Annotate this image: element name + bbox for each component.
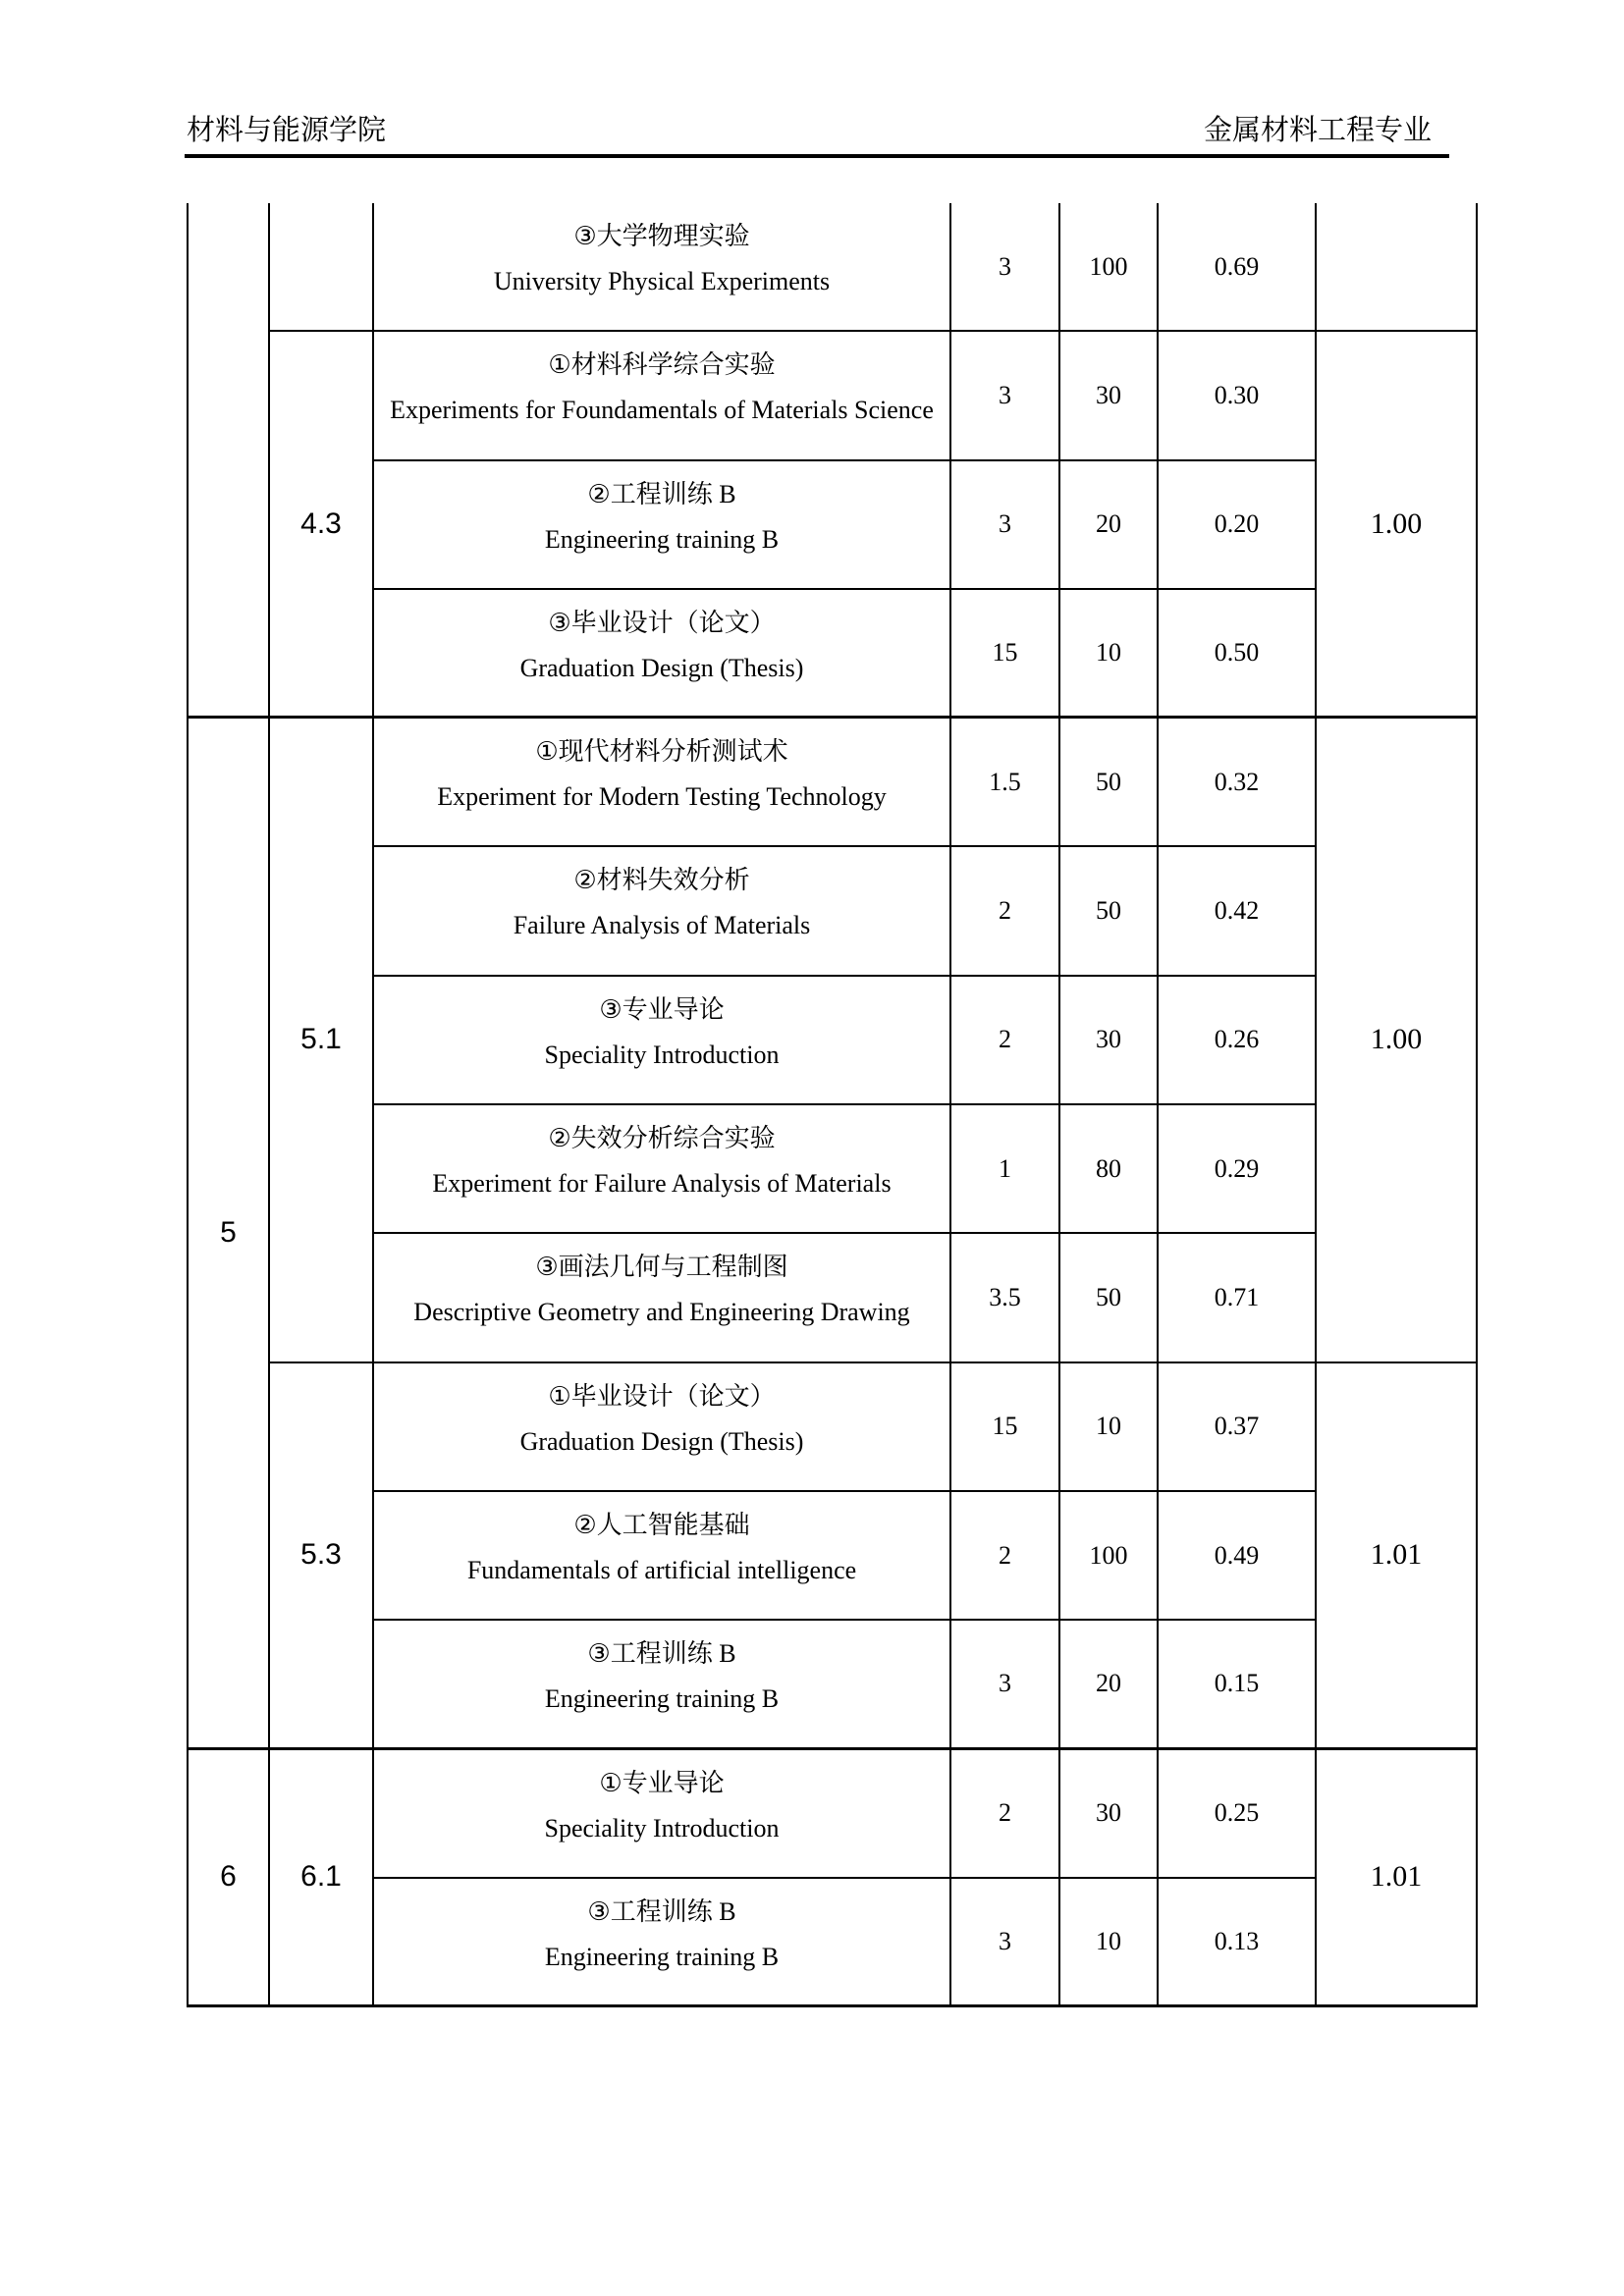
group-cell: 5 — [189, 719, 270, 1749]
value-cell: 50 — [1060, 719, 1159, 847]
value-cell: 0.30 — [1159, 332, 1317, 460]
subgroup-cell: 4.3 — [270, 332, 374, 719]
course-name-en: Descriptive Geometry and Engineering Drawing — [413, 1298, 910, 1327]
value-cell: 0.37 — [1159, 1363, 1317, 1492]
weight-cell: 1.00 — [1317, 332, 1478, 719]
value-cell: 20 — [1060, 461, 1159, 590]
value-cell: 3 — [951, 1879, 1060, 2007]
course-name-en: Experiment for Failure Analysis of Materials — [432, 1169, 892, 1199]
course-cell — [374, 1105, 951, 1234]
course-name-en: Engineering training B — [544, 1942, 780, 1971]
course-name-zh: ②失效分析综合实验 — [548, 1124, 776, 1153]
course-cell — [374, 1492, 951, 1621]
value-cell: 30 — [1060, 1750, 1159, 1879]
weight-cell: 1.01 — [1317, 1363, 1478, 1750]
course-cell — [374, 719, 951, 847]
course-cell — [374, 1879, 951, 2007]
course-cell — [374, 332, 951, 460]
value-cell: 2 — [951, 847, 1060, 976]
value-cell: 0.26 — [1159, 977, 1317, 1105]
course-name-zh: ①毕业设计（论文） — [548, 1381, 776, 1411]
group-cell — [189, 203, 270, 719]
value-cell: 15 — [951, 590, 1060, 719]
value-cell: 0.69 — [1159, 203, 1317, 332]
course-table — [187, 203, 1478, 2007]
value-cell: 0.32 — [1159, 719, 1317, 847]
course-name-en: Speciality Introduction — [544, 1813, 780, 1842]
value-cell: 0.29 — [1159, 1105, 1317, 1234]
weight-cell: 1.00 — [1317, 719, 1478, 1362]
value-cell: 3 — [951, 203, 1060, 332]
weight-cell — [1317, 203, 1478, 332]
subgroup-cell — [270, 203, 374, 332]
value-cell: 15 — [951, 1363, 1060, 1492]
course-name-zh: ③毕业设计（论文） — [548, 608, 776, 637]
value-cell: 100 — [1060, 1492, 1159, 1621]
value-cell: 50 — [1060, 1234, 1159, 1362]
course-name-en: University Physical Experiments — [493, 267, 831, 295]
value-cell: 3 — [951, 1621, 1060, 1749]
course-name-en: Experiment for Modern Testing Technology — [437, 782, 887, 812]
value-cell: 0.49 — [1159, 1492, 1317, 1621]
course-name-zh: ②人工智能基础 — [573, 1510, 750, 1539]
value-cell: 100 — [1060, 203, 1159, 332]
course-name-zh: ③画法几何与工程制图 — [535, 1253, 788, 1282]
value-cell: 10 — [1060, 1879, 1159, 2007]
value-cell: 2 — [951, 1750, 1060, 1879]
value-cell: 1 — [951, 1105, 1060, 1234]
course-name-zh: ③大学物理实验 — [573, 222, 750, 250]
subgroup-cell: 5.3 — [270, 1363, 374, 1750]
course-cell — [374, 977, 951, 1105]
college-name: 材料与能源学院 — [187, 115, 387, 146]
course-name-zh: ①材料科学综合实验 — [548, 350, 776, 380]
value-cell: 0.25 — [1159, 1750, 1317, 1879]
course-cell — [374, 847, 951, 976]
value-cell: 3.5 — [951, 1234, 1060, 1362]
course-cell — [374, 1621, 951, 1749]
course-name-zh: ③工程训练 B — [587, 1896, 736, 1926]
value-cell: 10 — [1060, 1363, 1159, 1492]
course-cell — [374, 1750, 951, 1879]
course-name-zh: ③专业导论 — [599, 994, 725, 1024]
value-cell: 0.20 — [1159, 461, 1317, 590]
course-name-zh: ②工程训练 B — [587, 479, 736, 508]
course-name-zh: ①现代材料分析测试术 — [535, 737, 788, 767]
course-name-en: Graduation Design (Thesis) — [519, 653, 804, 682]
value-cell: 0.42 — [1159, 847, 1317, 976]
course-cell — [374, 1234, 951, 1362]
group-cell: 6 — [189, 1750, 270, 2008]
value-cell: 30 — [1060, 977, 1159, 1105]
course-cell — [374, 1363, 951, 1492]
course-name-zh: ①专业导论 — [599, 1768, 725, 1797]
course-name-zh: ②材料失效分析 — [573, 866, 750, 895]
value-cell: 10 — [1060, 590, 1159, 719]
course-cell — [374, 203, 951, 332]
course-name-en: Graduation Design (Thesis) — [519, 1426, 804, 1456]
course-name-en: Engineering training B — [544, 524, 780, 554]
value-cell: 30 — [1060, 332, 1159, 460]
value-cell: 20 — [1060, 1621, 1159, 1749]
header-rule — [185, 154, 1449, 158]
value-cell: 1.5 — [951, 719, 1060, 847]
course-name-en: Experiments for Foundamentals of Materials Science — [390, 396, 934, 425]
value-cell: 3 — [951, 332, 1060, 460]
course-cell — [374, 590, 951, 719]
course-name-zh: ③工程训练 B — [587, 1639, 736, 1669]
value-cell: 50 — [1060, 847, 1159, 976]
value-cell: 3 — [951, 461, 1060, 590]
value-cell: 2 — [951, 977, 1060, 1105]
course-name-en: Failure Analysis of Materials — [513, 911, 811, 940]
value-cell: 0.50 — [1159, 590, 1317, 719]
major-name: 金属材料工程专业 — [1203, 115, 1432, 146]
course-cell — [374, 461, 951, 590]
subgroup-cell: 5.1 — [270, 719, 374, 1362]
course-name-en: Engineering training B — [544, 1684, 780, 1714]
value-cell: 0.15 — [1159, 1621, 1317, 1749]
course-name-en: Fundamentals of artificial intelligence — [466, 1555, 857, 1584]
value-cell: 80 — [1060, 1105, 1159, 1234]
subgroup-cell: 6.1 — [270, 1750, 374, 2008]
value-cell: 0.13 — [1159, 1879, 1317, 2007]
weight-cell: 1.01 — [1317, 1750, 1478, 2008]
value-cell: 2 — [951, 1492, 1060, 1621]
value-cell: 0.71 — [1159, 1234, 1317, 1362]
course-name-en: Speciality Introduction — [544, 1040, 780, 1069]
